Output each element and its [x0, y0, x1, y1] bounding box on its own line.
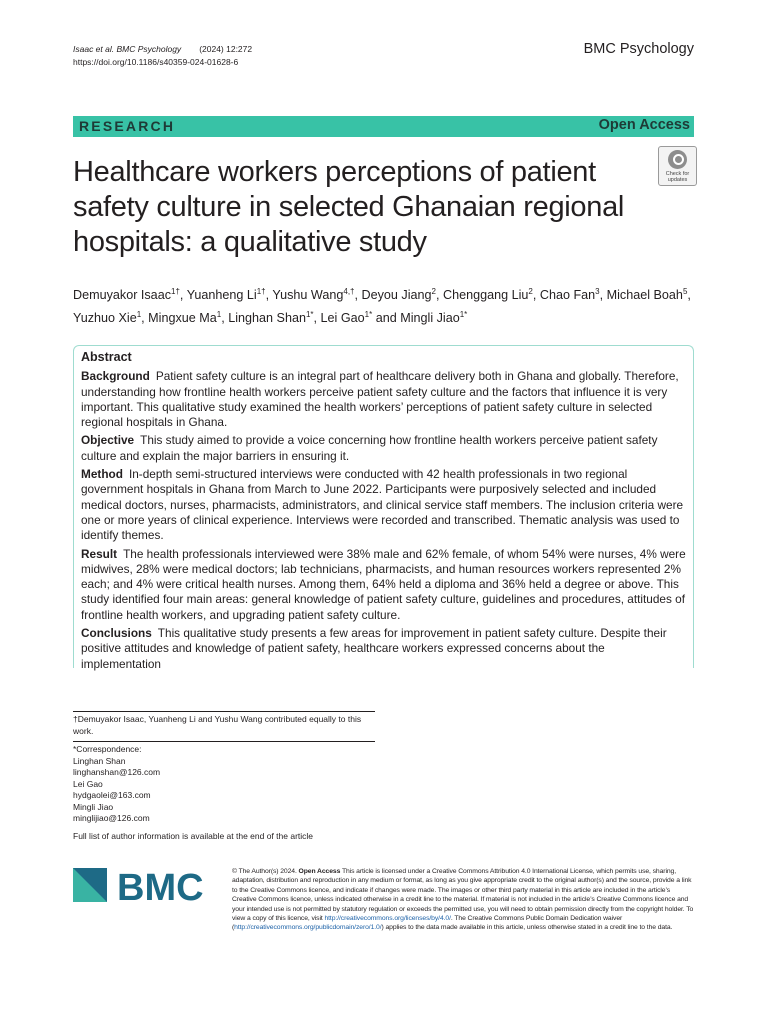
author-affiliation: 3 [595, 287, 600, 296]
open-access-label: Open Access [598, 117, 690, 133]
author[interactable] [540, 288, 600, 302]
author-affiliation: 1 [216, 310, 222, 320]
section-label: Conclusions [81, 626, 152, 641]
section-label: Result [81, 546, 118, 561]
author-list: Demuyakor Isaac$^{1\dagger}$, Yuanheng $Li^{1\dagger}$, Yushu Wang$^{4,\dagger}$, Deyou Jiang$^2$, Chenggang Liu$^2$, Chao Fan$^3$, Michael Boah$^5$, Yuzhuo Xie$^1$, Mingxue Ma$^1$, Linghan Shan$^{1*}$, Lei Gao$^{1*}$ and Mingli Jiao$^{1*}$ [73, 287, 691, 326]
section-text: This study aimed to provide a voice concerning how frontline health workers perceive patient safety culture and explain the major barriers in ensuring it. [81, 433, 658, 463]
author-affiliation: 2 [431, 287, 436, 296]
section-text: In-depth semi-structured interviews were conducted with 42 health professionals in two regional government hospitals in Ghana from March to June 2022. Participants were purposively selected and included medical doctors, nurses, pharmacists, administrators, and clinical service staff members. The inclusion criteria were one or more years of clinical experience. Interviews were recorded and transcribed. Thematic analysis was used to identify themes. [81, 467, 684, 543]
author-name: Yushu Wang [272, 288, 344, 303]
correspondence-block [73, 742, 375, 825]
correspondence-label: *Correspondence: [73, 744, 142, 754]
copyright-notice: © The Author(s) 2024. [232, 868, 297, 875]
author[interactable] [187, 288, 266, 302]
correspondent-name: Mingli Jiao [73, 801, 114, 812]
author-name: Yuzhuo Xie [73, 311, 137, 326]
author[interactable] [228, 311, 313, 325]
article-type-banner [73, 116, 694, 137]
abstract-section-result [81, 547, 687, 623]
author-name: Chao Fan [539, 288, 596, 303]
doi-link[interactable]: https://doi.org/10.1186/s40359-024-01628-6 [73, 57, 239, 67]
citation-volume: (2024) 12:272 [199, 44, 253, 54]
author-affiliation: 1* [305, 310, 314, 320]
correspondent-email[interactable]: linghanshan@126.com [73, 767, 161, 777]
abstract-section-conclusions [81, 626, 687, 672]
abstract-section-background [81, 369, 687, 430]
footnotes [73, 711, 375, 825]
author-name: Lei Gao [320, 311, 365, 326]
abstract-section-method [81, 467, 687, 543]
author[interactable] [321, 311, 373, 325]
author[interactable] [272, 288, 354, 302]
author[interactable] [443, 288, 533, 302]
author[interactable] [148, 311, 221, 325]
bmc-logo-text: BMC [117, 867, 204, 904]
author[interactable] [73, 311, 141, 325]
correspondent-email[interactable]: minglijiao@126.com [73, 813, 150, 823]
article-type-label: RESEARCH [79, 118, 176, 134]
correspondent-name: Linghan Shan [73, 755, 126, 766]
bmc-logo [73, 866, 215, 904]
author-name: Mingli Jiao [400, 311, 460, 326]
equal-contribution-note: †Demuyakor Isaac, Yuanheng Li and Yushu Wang contributed equally to this work. [73, 714, 362, 736]
license-text [232, 867, 695, 933]
check-for-updates-icon [668, 150, 687, 169]
author-affiliation: 1 [136, 310, 142, 320]
article-title: Healthcare workers perceptions of patient safety culture in selected Ghanaian regional hospitals: a qualitative study [73, 156, 625, 258]
author[interactable] [73, 288, 180, 302]
author-name: Michael Boah [606, 288, 683, 303]
author-name: Mingxue Ma [148, 311, 217, 326]
author-affiliation: 5 [682, 287, 688, 296]
full-author-info-note: Full list of author information is available at the end of the article [73, 831, 314, 841]
section-text: The health professionals interviewed were 38% male and 62% female, of whom 54% were nurses, 4% were midwives, 28% were medical doctors; lab technicians, pharmacists, and human resources workers represented 2% each; and 4% were critical health nurses. Among them, 64% held a diploma and 36% held a degree or above. This study identified four main areas: general knowledge of patient safety culture, guidelines and procedures, attitudes of frontline health workers, and upgrading patient safety culture. [81, 546, 686, 622]
license-body-3: ) applies to the data made available in this article, unless otherwise stated in a credit line to the data. [381, 924, 673, 932]
license-body-1: This article is licensed under a Creative Commons Attribution 4.0 International License, which permits use, sharing, adaptation, distribution and reproduction in any medium or format, as long as you give appropriate credit to the original author(s) and the source, provide a link to the Creative Commons licence, and indicate if changes were made. The images or other third party material in this article are included in the article’s Creative Commons licence, unless indicated otherwise in a credit line to the material. If material is not included in the article’s Creative Commons licence and your intended use is not permitted by statutory regulation or exceeds the permitted use, you will need to obtain permission directly from the copyright holder. To view a copy of this licence, visit [232, 868, 694, 923]
check-for-updates-button[interactable] [658, 146, 697, 186]
author[interactable] [400, 311, 467, 325]
author[interactable] [607, 288, 688, 302]
author[interactable] [362, 288, 436, 302]
journal-name: BMC Psychology [583, 41, 694, 57]
abstract [81, 350, 687, 675]
license-link-cc-by[interactable]: http://creativecommons.org/licenses/by/4.0/ [324, 915, 451, 923]
author-name: Chenggang Liu [442, 288, 529, 303]
citation-line [73, 43, 270, 56]
author-name: Deyou Jiang [361, 288, 432, 303]
author-name: Yuanheng Li [186, 288, 257, 303]
abstract-section-objective [81, 433, 687, 464]
correspondent-email[interactable]: hydgaolei@163.com [73, 790, 151, 800]
section-label: Method [81, 467, 123, 482]
citation-authors: Isaac et al. BMC Psychology [73, 44, 182, 54]
license-open-access: Open Access [298, 868, 341, 875]
author-name: Demuyakor Isaac [73, 288, 171, 303]
author-affiliation: 1† [171, 287, 180, 296]
author-affiliation: 1* [364, 310, 373, 320]
section-text: This qualitative study presents a few areas for improvement in patient safety culture. Despite their positive attitudes and knowledge of patient safety, healthcare workers expressed concerns about the implementation [81, 626, 667, 671]
author-affiliation: 1* [459, 310, 468, 320]
author-affiliation: 1† [256, 287, 266, 296]
abstract-heading: Abstract [81, 350, 132, 364]
author-affiliation: 2 [528, 287, 533, 296]
running-header [73, 43, 270, 69]
section-label: Background [81, 369, 150, 384]
license-body-2: . The Creative Commons Public Domain Dedication waiver ( [232, 915, 623, 932]
author-affiliation: 4,† [343, 287, 355, 296]
correspondent-name: Lei Gao [73, 778, 103, 789]
check-for-updates-label: Check for updates [665, 171, 690, 183]
section-text: Patient safety culture is an integral part of healthcare delivery both in Ghana and globally. Therefore, understanding how frontline health workers perceive patient safety culture and the factors that influence it is very important. This qualitative study examined the health workers’ perceptions of patient safety culture in selected regional hospitals in Ghana. [81, 369, 679, 430]
section-label: Objective [81, 433, 135, 448]
license-link-cc0[interactable]: http://creativecommons.org/publicdomain/zero/1.0/ [234, 924, 382, 932]
author-name: Linghan Shan [228, 311, 306, 326]
